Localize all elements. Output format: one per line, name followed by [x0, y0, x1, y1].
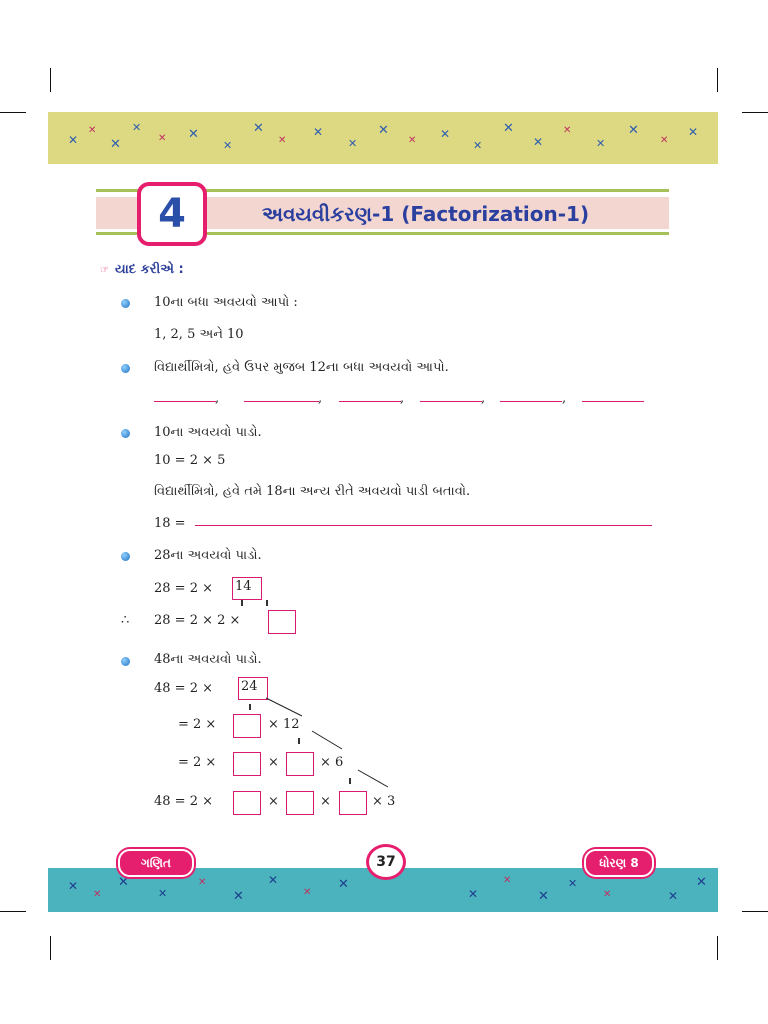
- sparkle-icon: ✕: [223, 139, 233, 152]
- subject-label: ગણિત: [141, 855, 171, 870]
- sparkle-icon: ✕: [313, 125, 324, 139]
- sparkle-icon: ✕: [110, 137, 121, 152]
- sparkle-icon: ✕: [503, 875, 512, 886]
- sparkle-icon: ✕: [253, 121, 264, 136]
- sparkle-icon: ✕: [132, 121, 142, 134]
- sparkle-icon: ✕: [408, 135, 417, 146]
- times-sign: ×: [268, 755, 279, 770]
- crop-mark-bl-v: [50, 936, 51, 960]
- blank-separator: ,: [318, 391, 323, 406]
- q5-line2-mid: × 12: [268, 717, 300, 732]
- top-decorative-band: [48, 112, 718, 164]
- crop-mark-tl-v: [50, 68, 51, 92]
- chapter-number-badge: [137, 182, 207, 246]
- bullet-icon: [121, 429, 130, 438]
- blank-separator: ,: [481, 391, 486, 406]
- sparkle-icon: ✕: [268, 873, 279, 887]
- answer-blank-3[interactable]: [339, 401, 401, 402]
- connector-line: [358, 770, 388, 787]
- q4-line2: 28 = 2 × 2 ×: [154, 613, 241, 628]
- q1-prompt: 10ના બધા અવયવો આપો :: [154, 295, 298, 310]
- sparkle-icon: ✕: [603, 889, 612, 900]
- connector-tick: [241, 600, 243, 606]
- crop-mark-br-h: [742, 911, 768, 912]
- bullet-icon: [121, 657, 130, 666]
- q5-line1: 48 = 2 ×: [154, 681, 213, 696]
- blank-separator: ,: [562, 391, 567, 406]
- q2-prompt: વિદ્યાર્થીમિત્રો, હવે ઉપર મુજબ 12ના બધા અવયવો આપો.: [154, 360, 449, 375]
- q5-line3: = 2 ×: [178, 755, 217, 770]
- sparkle-icon: ✕: [303, 887, 312, 898]
- sparkle-icon: ✕: [688, 125, 699, 139]
- q5-prompt: 48ના અવયવો પાડો.: [154, 652, 262, 667]
- answer-box[interactable]: [233, 752, 261, 776]
- connector-tick: [298, 738, 300, 744]
- sparkle-icon: ✕: [468, 887, 479, 901]
- connector-tick: [349, 778, 351, 784]
- factor-box-value: 24: [241, 679, 258, 694]
- sparkle-icon: ✕: [503, 121, 514, 136]
- recall-heading-text: યાદ કરીએ :: [114, 262, 184, 277]
- sparkle-icon: ✕: [198, 877, 207, 888]
- q5-line3-end: × 6: [320, 755, 344, 770]
- answer-box[interactable]: [233, 714, 261, 738]
- sparkle-icon: ✕: [118, 875, 129, 890]
- sparkle-icon: ✕: [378, 123, 389, 138]
- times-sign: ×: [320, 794, 331, 809]
- answer-box[interactable]: [233, 791, 261, 815]
- connector-line: [266, 698, 302, 716]
- sparkle-icon: ✕: [660, 135, 669, 146]
- sparkle-icon: ✕: [473, 139, 483, 152]
- answer-box[interactable]: [268, 610, 296, 634]
- q5-line4: 48 = 2 ×: [154, 794, 213, 809]
- q4-prompt: 28ના અવયવો પાડો.: [154, 548, 262, 563]
- q3-line-label: 18 =: [154, 516, 186, 531]
- page-number: [366, 844, 406, 880]
- crop-mark-tr-h: [742, 112, 768, 113]
- crop-mark-tr-v: [717, 68, 718, 92]
- page-number-text: 37: [376, 854, 396, 870]
- answer-blank-5[interactable]: [500, 401, 562, 402]
- sparkle-icon: ✕: [68, 879, 79, 893]
- sparkle-icon: ✕: [68, 133, 79, 147]
- crop-mark-bl-h: [0, 911, 26, 912]
- sparkle-icon: ✕: [348, 137, 358, 150]
- recall-heading: [100, 262, 184, 277]
- sparkle-icon: ✕: [596, 137, 606, 150]
- bullet-icon: [121, 299, 130, 308]
- sparkle-icon: ✕: [696, 875, 707, 890]
- grade-badge: [584, 849, 654, 877]
- answer-blank-6[interactable]: [582, 401, 644, 402]
- bullet-icon: [121, 364, 130, 373]
- q3-followup: વિદ્યાર્થીમિત્રો, હવે તમે 18ના અન્ય રીતે અવયવો પાડી બતાવો.: [154, 484, 471, 499]
- sparkle-icon: ✕: [668, 889, 679, 903]
- connector-tick: [266, 600, 268, 606]
- sparkle-icon: ✕: [628, 123, 639, 138]
- answer-blank-18[interactable]: [195, 525, 652, 526]
- sparkle-icon: ✕: [278, 135, 287, 146]
- factor-box: [232, 577, 262, 600]
- answer-box[interactable]: [339, 791, 367, 815]
- sparkle-icon: ✕: [88, 125, 97, 136]
- answer-box[interactable]: [286, 791, 314, 815]
- chapter-title: અવયવીકરણ-1 (Factorization-1): [262, 202, 590, 226]
- hand-pointer-icon: ☞: [100, 265, 109, 276]
- crop-mark-tl-h: [0, 112, 26, 113]
- chapter-number: 4: [158, 191, 186, 237]
- grade-label: ધોરણ 8: [599, 855, 639, 870]
- crop-mark-br-v: [717, 936, 718, 960]
- times-sign: ×: [268, 794, 279, 809]
- q3-prompt: 10ના અવયવો પાડો.: [154, 425, 262, 440]
- q3-equation: 10 = 2 × 5: [154, 453, 226, 468]
- q4-line1: 28 = 2 ×: [154, 581, 213, 596]
- answer-box[interactable]: [286, 752, 314, 776]
- connector-tick: [249, 704, 251, 710]
- q5-line2: = 2 ×: [178, 717, 217, 732]
- sparkle-icon: ✕: [158, 887, 168, 900]
- q5-line4-end: × 3: [372, 794, 396, 809]
- sparkle-icon: ✕: [338, 877, 349, 892]
- sparkle-icon: ✕: [158, 133, 167, 144]
- answer-blank-2[interactable]: [244, 401, 319, 402]
- sparkle-icon: ✕: [568, 877, 578, 890]
- blank-separator: ,: [215, 391, 220, 406]
- factor-box: [238, 677, 268, 700]
- sparkle-icon: ✕: [188, 127, 199, 142]
- bullet-icon: [121, 552, 130, 561]
- therefore-symbol: ∴: [121, 613, 130, 628]
- blank-separator: ,: [400, 391, 405, 406]
- sparkle-icon: ✕: [233, 889, 244, 904]
- q1-answer: 1, 2, 5 અને 10: [154, 327, 244, 342]
- sparkle-icon: ✕: [563, 125, 572, 136]
- sparkle-icon: ✕: [93, 889, 102, 900]
- sparkle-icon: ✕: [533, 135, 544, 149]
- answer-blank-4[interactable]: [420, 401, 482, 402]
- factor-box-value: 14: [235, 579, 252, 594]
- connector-line: [312, 731, 342, 749]
- sparkle-icon: ✕: [538, 889, 549, 904]
- answer-blank-1[interactable]: [154, 401, 216, 402]
- subject-badge: [118, 849, 194, 877]
- sparkle-icon: ✕: [440, 127, 451, 141]
